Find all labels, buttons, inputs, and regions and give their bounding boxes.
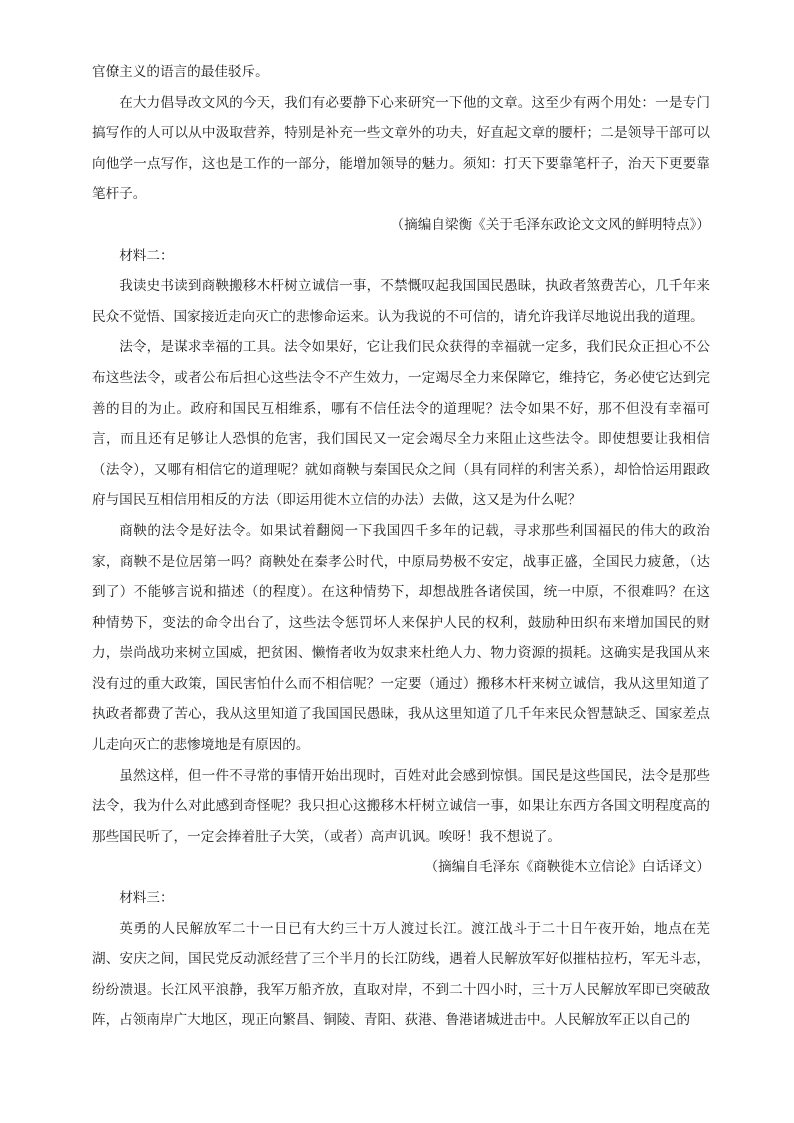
paragraph: 虽然这样，但一件不寻常的事情开始出现时，百姓对此会感到惊惧。国民是这些国民，法令是那些法令，我为什么对此感到奇怪呢？我只担心这搬移木杆树立诚信一事，如果让东西方各国文明程度高的那些国民听了，一定会捧着肚子大笑，（或者）高声讥讽。唉呀！我不想说了。: [92, 767, 710, 845]
paragraph: 我读史书读到商鞅搬移木杆树立诚信一事，不禁慨叹起我国国民愚昧，执政者煞费苦心，几千年来民众不觉悟、国家接近走向灭亡的悲惨命运来。认为我说的不可信的，请允许我详尽地说出我的道理。: [92, 278, 710, 325]
paragraph: 英勇的人民解放军二十一日已有大约三十万人渡过长江。渡江战斗于二十日午夜开始，地点在芜湖、安庆之间，国民党反动派经营了三个半月的长江防线，遇着人民解放军好似摧枯拉朽，军无斗志，纷纷溃退。长江风平浪静，我军万船齐放，直取对岸，不到二十四小时，三十万人民解放军即已突破敌阵，占领南岸广大地区，现正向繁昌、铜陵、青阳、荻港、鲁港诸城进击中。人民解放军正以自己的: [92, 920, 710, 1029]
paragraph: 官僚主义的语言的最佳驳斥。: [92, 64, 269, 80]
source-citation: （摘编自毛泽东《商鞅徙木立信论》白话译文）: [424, 859, 710, 876]
section-heading: 材料二：: [119, 247, 174, 264]
document-body: [92, 57, 710, 1036]
paragraph: 法令，是谋求幸福的工具。法令如果好，它让我们民众获得的幸福就一定多，我们民众正担心不公布这些法令，或者公布后担心这些法令不产生效力，一定竭尽全力来保障它，维持它，务必使它达到完善的目的为止。政府和国民互相维系，哪有不信任法令的道理呢？法令如果不好，那不但没有幸福可言，而且还有足够让人恐惧的危害，我们国民又一定会竭尽全力来阻止这些法令。即使想要让我相信（法令），又哪有相信它的道理呢？就如商鞅与秦国民众之间（具有同样的利害关系），却恰恰运用跟政府与国民互相信用相反的方法（即运用徙木立信的办法）去做，这又是为什么呢？: [92, 339, 710, 509]
paragraph: 在大力倡导改文风的今天，我们有必要静下心来研究一下他的文章。这至少有两个用处：一是专门搞写作的人可以从中汲取营养，特别是补充一些文章外的功夫，好直起文章的腰杆；二是领导干部可以向他学一点写作，这也是工作的一部分，能增加领导的魅力。须知：打天下要靠笔杆子，治天下更要靠笔杆子。: [92, 94, 710, 203]
section-heading: 材料三：: [119, 890, 174, 907]
source-citation: （摘编自梁衡《关于毛泽东政论文文风的鲜明特点》）: [390, 216, 710, 233]
paragraph: 商鞅的法令是好法令。如果试着翻阅一下我国四千多年的记载，寻求那些利国福民的伟大的政治家，商鞅不是位居第一吗？商鞅处在秦孝公时代，中原局势极不安定，战事正盛，全国民力疲惫，（达到了）不能够言说和描述（的程度）。在这种情势下，却想战胜各诸侯国，统一中原，不很难吗？在这种情势下，变法的命令出台了，这些法令惩罚坏人来保护人民的权利，鼓励种田织布来增加国民的财力，崇尚战功来树立国威，把贫困、懒惰者收为奴隶来杜绝人力、物力资源的损耗。这确实是我国从来没有过的重大政策，国民害怕什么而不相信呢？一定要（通过）搬移木杆来树立诚信，我从这里知道了执政者都费了苦心，我从这里知道了我国国民愚昧，我从这里知道了几千年来民众智慧缺乏、国家差点儿走向灭亡的悲惨境地是有原因的。: [92, 522, 710, 754]
